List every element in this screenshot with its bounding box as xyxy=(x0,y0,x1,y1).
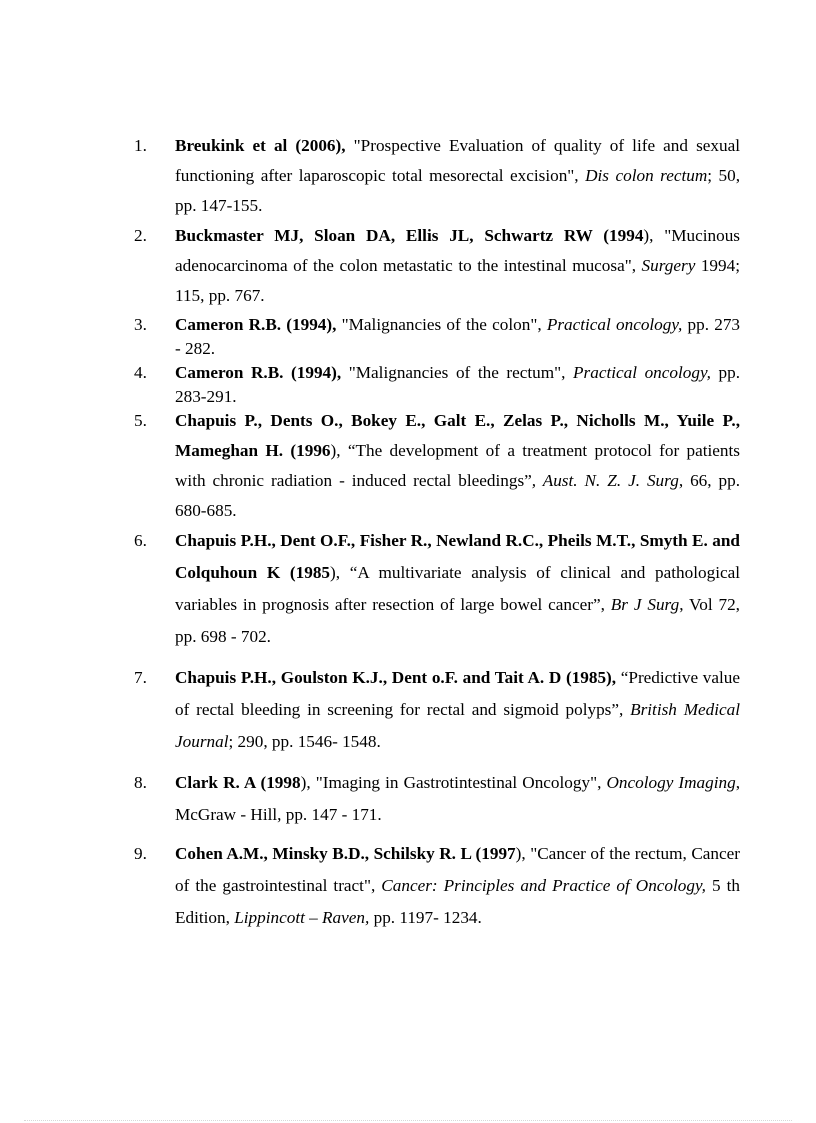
reference-authors: Cameron R.B. (1994), xyxy=(175,363,342,382)
reference-number: 5. xyxy=(134,411,147,430)
reference-details: 5 th Edition, xyxy=(175,876,740,927)
reference-title: ), "Imaging in Gastrotintestinal Oncology", xyxy=(300,773,607,792)
reference-item-7 xyxy=(134,662,740,758)
reference-details: , McGraw - Hill, pp. 147 - 171. xyxy=(175,773,741,824)
reference-details: ; 50, pp. 147-155. xyxy=(175,166,741,215)
reference-text xyxy=(175,838,740,934)
reference-title: "Prospective Evaluation of quality of life and sexual functioning after laparoscopic total mesorectal excision", xyxy=(175,136,740,185)
reference-text xyxy=(175,662,740,758)
reference-item-6 xyxy=(134,525,740,653)
reference-journal: Oncology Imaging xyxy=(606,773,736,792)
reference-journal: Practical oncology, xyxy=(573,363,711,382)
reference-journal: British Medical Journal xyxy=(175,700,741,751)
reference-text xyxy=(175,131,740,221)
reference-details: 1994; 115, pp. 767. xyxy=(175,256,740,305)
reference-number: 8. xyxy=(134,773,147,792)
reference-number: 6. xyxy=(134,531,147,550)
reference-item-1 xyxy=(134,131,740,221)
reference-authors: Buckmaster MJ, Sloan DA, Ellis JL, Schwartz RW (1994 xyxy=(175,226,644,245)
reference-item-9 xyxy=(134,838,740,934)
reference-text xyxy=(175,406,740,526)
reference-authors: Clark R. A (1998 xyxy=(175,773,301,792)
reference-authors: Cohen A.M., Minsky B.D., Schilsky R. L (1997 xyxy=(175,844,516,863)
reference-text xyxy=(175,361,740,409)
reference-text xyxy=(175,313,740,361)
reference-text xyxy=(175,221,740,311)
reference-publisher: Lippincott – Raven, xyxy=(234,908,370,927)
reference-authors: Breukink et al (2006), xyxy=(175,136,346,155)
reference-title: “Predictive value of rectal bleeding in screening for rectal and sigmoid polyps”, xyxy=(175,668,740,719)
reference-title: ), "Mucinous adenocarcinoma of the colon metastatic to the intestinal mucosa", xyxy=(175,226,740,275)
reference-title: ), “The development of a treatment protocol for patients with chronic radiation - induced rectal bleedings” xyxy=(175,441,740,490)
reference-authors: Chapuis P.H., Goulston K.J., Dent o.F. and Tait A. D (1985), xyxy=(175,668,617,687)
reference-number: 1. xyxy=(134,136,147,155)
reference-authors: Cameron R.B. (1994), xyxy=(175,315,337,334)
reference-title: "Malignancies of the rectum", xyxy=(341,363,574,382)
reference-text xyxy=(175,525,740,653)
reference-title: "Malignancies of the colon", xyxy=(336,315,547,334)
reference-text xyxy=(175,767,740,831)
reference-number: 3. xyxy=(134,315,147,334)
reference-item-4 xyxy=(134,361,740,409)
reference-number: 7. xyxy=(134,668,147,687)
reference-details: , 66, pp. 680-685. xyxy=(175,471,741,520)
reference-details: , Vol 72, pp. 698 - 702. xyxy=(175,595,740,646)
reference-title: ), “A multivariate analysis of clinical and pathological variables in prognosis after resection of large bowel cancer”, xyxy=(175,563,741,614)
reference-journal: Cancer: Principles and Practice of Oncology, xyxy=(381,876,706,895)
reference-item-3 xyxy=(134,313,740,361)
reference-number: 9. xyxy=(134,844,147,863)
page-bottom-divider xyxy=(24,1120,792,1121)
reference-item-2 xyxy=(134,221,740,311)
reference-authors: Chapuis P., Dents O., Bokey E., Galt E., Zelas P., Nicholls M., Yuile P., Mameghan H. (1996 xyxy=(175,411,740,460)
reference-journal: Dis colon rectum xyxy=(585,166,708,185)
reference-number: 4. xyxy=(134,363,147,382)
reference-authors: Chapuis P.H., Dent O.F., Fisher R., Newland R.C., Pheils M.T., Smyth E. and Colquhoun K (1985 xyxy=(175,531,740,582)
reference-journal: Practical oncology, xyxy=(546,315,683,334)
reference-journal: Br J Surg xyxy=(610,595,680,614)
reference-item-5 xyxy=(134,406,740,526)
reference-item-8 xyxy=(134,767,740,831)
reference-number: 2. xyxy=(134,226,147,245)
reference-details: pp. 283-291. xyxy=(175,363,740,406)
reference-journal: Surgery xyxy=(641,256,696,275)
reference-pages: pp. 1197- 1234. xyxy=(369,908,482,927)
reference-details: ; 290, pp. 1546- 1548. xyxy=(228,732,381,751)
reference-details: pp. 273 - 282. xyxy=(175,315,741,358)
reference-journal: , Aust. N. Z. J. Surg xyxy=(531,471,679,490)
reference-title: ), "Cancer of the rectum, Cancer of the gastrointestinal tract", xyxy=(175,844,740,895)
